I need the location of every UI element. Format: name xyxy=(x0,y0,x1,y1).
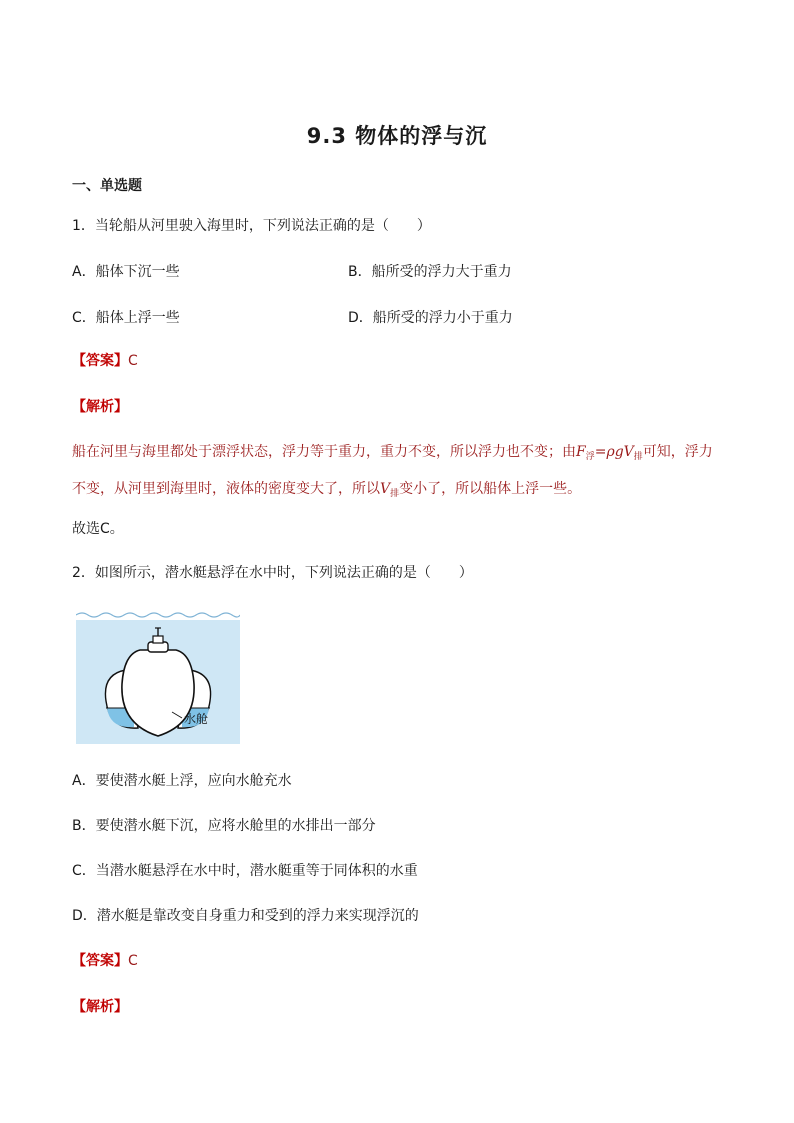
question-1-option-c: C．船体上浮一些 xyxy=(72,310,180,326)
question-1-stem: 1．当轮船从河里驶入海里时，下列说法正确的是（ ） xyxy=(72,218,431,234)
submarine-figure xyxy=(76,606,240,744)
question-2-answer xyxy=(72,951,138,971)
question-1-option-d: D．船所受的浮力小于重力 xyxy=(348,310,513,326)
water-surface-wave xyxy=(76,613,240,617)
question-2-option-a: A．要使潜水艇上浮，应向水舱充水 xyxy=(72,773,292,789)
question-2-stem: 2．如图所示，潜水艇悬浮在水中时，下列说法正确的是（ ） xyxy=(72,565,473,581)
formula-subscript-displaced: 排 xyxy=(390,489,400,499)
question-1-analysis-text xyxy=(72,436,722,510)
answer-label: 【答案】 xyxy=(72,353,128,369)
formula-subscript-buoyancy: 浮 xyxy=(585,452,595,462)
analysis-text-part: 不变，从河里到海里时，液体的密度变大了，所以 xyxy=(72,481,380,497)
question-1-option-b: B．船所受的浮力大于重力 xyxy=(348,264,512,280)
analysis-text-part: 可知，浮力 xyxy=(642,444,713,460)
answer-label: 【答案】 xyxy=(72,953,128,969)
formula-f: F xyxy=(576,444,586,460)
page-title: 9.3 物体的浮与沉 xyxy=(306,124,488,148)
answer-value: C xyxy=(128,353,138,369)
analysis-label: 【解析】 xyxy=(72,999,128,1015)
section-heading: 一、单选题 xyxy=(72,178,142,194)
formula-v: V xyxy=(380,481,391,497)
formula-subscript-displaced: 排 xyxy=(633,452,643,462)
analysis-label: 【解析】 xyxy=(72,399,128,415)
question-1-analysis-label xyxy=(72,397,128,417)
question-1-conclusion: 故选C。 xyxy=(72,521,124,537)
analysis-text-part: 船在河里与海里都处于漂浮状态，浮力等于重力，重力不变，所以浮力也不变；由 xyxy=(72,444,576,460)
question-2-option-d: D．潜水艇是靠改变自身重力和受到的浮力来实现浮沉的 xyxy=(72,908,419,924)
question-2-option-c: C．当潜水艇悬浮在水中时，潜水艇重等于同体积的水重 xyxy=(72,863,418,879)
answer-value: C xyxy=(128,953,138,969)
analysis-text-part: 变小了，所以船体上浮一些。 xyxy=(399,481,582,497)
question-1-answer xyxy=(72,351,138,371)
question-2-analysis-label xyxy=(72,997,128,1017)
formula-rho-g-v: =ρgV xyxy=(594,444,634,460)
analysis-line-1 xyxy=(72,436,722,473)
analysis-line-2 xyxy=(72,473,722,510)
question-1-option-a: A．船体下沉一些 xyxy=(72,264,180,280)
tower-top xyxy=(153,636,163,643)
figure-label-water-tank: 水舱 xyxy=(184,712,209,726)
question-2-option-b: B．要使潜水艇下沉，应将水舱里的水排出一部分 xyxy=(72,818,376,834)
